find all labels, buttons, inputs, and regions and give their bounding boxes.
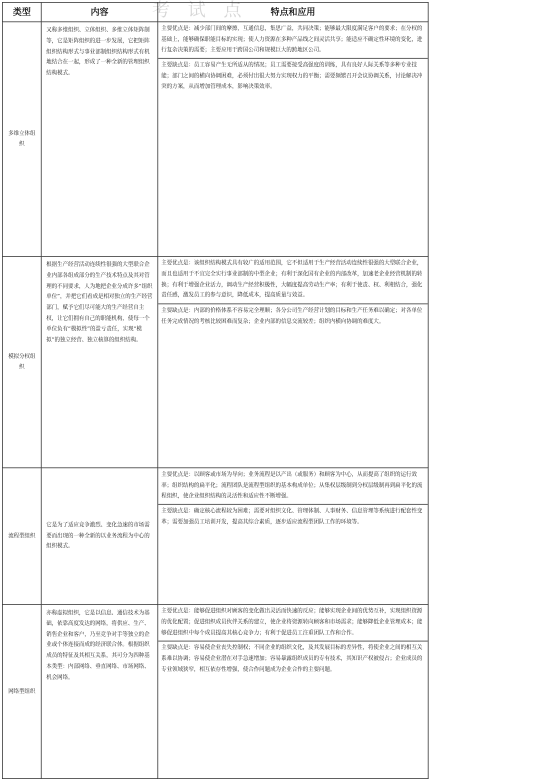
row-type: 流程型组织 (2, 468, 41, 605)
org-structure-table (2, 2, 429, 779)
row-features (158, 256, 428, 467)
row-type: 模拟分权组织 (2, 256, 41, 467)
table-row (2, 256, 428, 467)
advantages-text: 主要优点是：减少部门间的摩擦，互通信息，集思广益，共同决策；能够最大限度满足客户的要求；在分权的基础上，能够确保职能目标的实现；使人力资源在多种产品线之间灵活共享；能适应不确定性环境的变化，进行复杂决策的需要；主要应用于跨国公司和规模巨大的跨地区公司。 (161, 25, 423, 53)
advantages-text: 主要优点是：该组织结构模式具有较广的适用范围，它不但适用于生产经营活动连续性很强的大型联合企业，而且也适用于不宜完全实行事业部制的中型企业；有利于深化国有企业的内部改革，加速老企业经营机制的转换；有利于增强企业活力，调动生产经营积极性，大幅度提高劳动生产率；有利于使责、权、利相结合，强化责任感，激发员工的参与意识，降低成本，提高质量与效益。 (161, 259, 423, 299)
watermark: 考 试 点 (152, 0, 248, 21)
advantages-text: 主要优点是：以顾客或市场为导向；业务流程是以产出（或服务）和顾客为中心，从而提高了组织的运行效率；组织结构的扁平化；流程团队是流程型组织的基本构成单位；从集权层级制到分权层级制再到扁平化的流程组织，使企业组织结构的灵活性和适应性不断增强。 (161, 471, 423, 499)
disadvantages-text: 主要缺点是：内部的价格体系不容易完全理顺；各分公司生产经营计划的目标和生产任务难以确定；对各单位任务完成情况的考核比较困难而复杂；企业内部的信息交流较差；组织内横向协调的难度大。 (158, 304, 428, 328)
table-row (2, 605, 428, 779)
row-content: 它是为了适应竞争激烈、变化急速的市场需要而出现的一种全新的以业务流程为中心的组织模式。 (41, 468, 158, 605)
row-content: 亦称虚拟组织，它是以信息、通信技术为基础，依靠高度发达的网络，将供应、生产、销售企业和客户，乃至竞争对手等独立的企业或个体连接而成的经济联合体。根据组织成员的特征及其相互关系，其可分为四种基本类型：内部网络、垂直网络、市场网络、机会网络。 (41, 605, 158, 779)
header-features: 特点和应用 (158, 2, 428, 21)
row-type: 网络型组织 (2, 605, 41, 779)
advantages-text: 主要优点是：能够促进组织对顾客的变化做出灵活而快速的反应；能够实现企业间的优势互补，实现组织资源的优化配置；促进组织成员伙伴关系的建立，使企业将资源转向顾客和市场需求；能够降低企业管理成本；能够促进组织中每个成员提高其核心竞争力；有利于促进员工注重团队工作和合作。 (161, 608, 423, 636)
header-content: 内容 (41, 2, 158, 21)
row-features (158, 22, 428, 257)
table-row (2, 468, 428, 605)
row-features (158, 605, 428, 779)
row-type: 多维立体组织 (2, 22, 41, 257)
row-features (158, 468, 428, 605)
disadvantages-text: 主要缺点是：员工容易产生无所适从的情况；员工需要接受高强度的训练，具有良好人际关系等多种专业技能；部门之间的横向协调困难，必须付出很大努力实现权力的平衡；需要频繁召开会议协调关系，讨论解决冲突的方案，从而增加管理成本，影响决策效率。 (158, 58, 428, 92)
table-row (2, 22, 428, 257)
header-row (2, 2, 428, 21)
disadvantages-text: 主要缺点是：容易使企业丧失控制权；不同企业的组织文化，及其发展目标的差异性，将使企业之间的相互关系难以协调；容易使企业潜在对手急速增加；容易暴露组织成员的专有技术，其知识产权被侵占；企业成员的专业领域狭窄，相互依存性增强，使合作问题成为企业合作的主要问题。 (158, 641, 428, 675)
row-content: 根据生产经营活动连续性很强的大型联合企业内部各组成部分的生产技术特点及其对管理的不同要求，人为地把企业分成许多“组织单位”，并把它们看成是相对独立的生产经营部门，赋予它们尽可能大的生产经营自主权，让它们拥有自己的职能机构，使每一个单位负有“模拟性”的盈亏责任，实现“模拟”的独立经营、独立核算的组织结构。 (41, 256, 158, 467)
header-type: 类型 (2, 2, 41, 21)
disadvantages-text: 主要缺点是：确定核心流程较为困难；需要对组织文化、管理体制、人事财务、信息管理等系统进行配套性变革；需要加强员工培训开发，提高其综合素质，逐步适应流程型团队工作的环境等。 (158, 504, 428, 528)
row-content: 又称多维组织、立体组织、多维立体矩阵制等，它是矩阵组织的进一步发展，它把矩阵组织结构形式与事业部制组织结构形式有机地结合在一起，形成了一种全新的管理组织结构模式。 (41, 22, 158, 257)
page (2, 2, 550, 779)
